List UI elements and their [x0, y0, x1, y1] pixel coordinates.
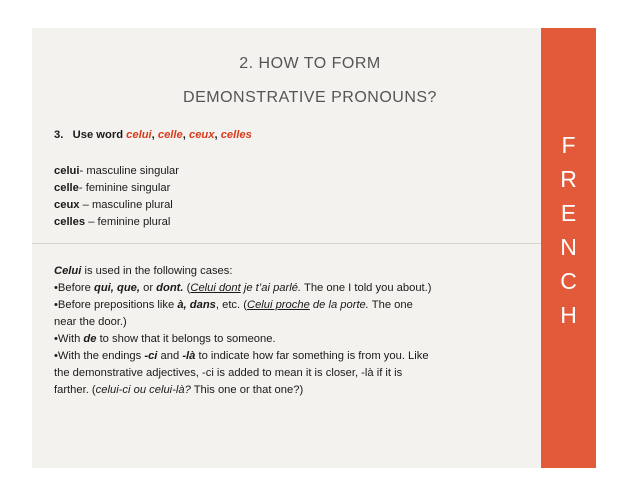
translation: near the door.): [54, 316, 127, 328]
bullet-text: and: [157, 350, 183, 362]
sidebar-letter: H: [560, 302, 577, 328]
translation: This one or that one?): [190, 384, 304, 396]
bullet-text: •Before prepositions like: [54, 299, 178, 311]
separator: ,: [214, 129, 221, 141]
bullet-text: farther. (: [54, 384, 96, 396]
list-item: [54, 331, 524, 348]
sidebar-letter: C: [560, 268, 577, 294]
example-highlight: Celui dont: [190, 282, 241, 294]
bullet-text: to indicate how far something is from you. Like: [195, 350, 429, 362]
form-desc: – masculine plural: [79, 199, 173, 211]
list-item: [54, 280, 524, 297]
intro-word: Celui: [54, 265, 82, 277]
section-number: 3.: [54, 129, 64, 141]
section-lead: Use word: [72, 129, 127, 141]
form-desc: – feminine plural: [85, 216, 171, 228]
list-item: [54, 263, 524, 280]
usage-cases: [54, 263, 524, 399]
separator: ,: [151, 129, 158, 141]
bullet-text: to show that it belongs to someone.: [96, 333, 276, 345]
list-item: [54, 382, 524, 399]
form-word: ceux: [54, 199, 80, 211]
keyword: de: [83, 333, 97, 345]
section-divider: [32, 243, 541, 244]
keyword: -ci: [144, 350, 158, 362]
example-text: je t’ai parlé.: [240, 282, 302, 294]
keyword: dont.: [156, 282, 184, 294]
bullet-text: or: [140, 282, 157, 294]
list-item: [54, 365, 524, 382]
bullet-text: , etc. (: [215, 299, 247, 311]
sidebar-letter: R: [560, 166, 577, 192]
list-item: [54, 314, 524, 331]
translation: The one: [368, 299, 413, 311]
list-item: [54, 214, 524, 231]
keyword: -là: [182, 350, 196, 362]
keyword: qui, que,: [94, 282, 140, 294]
bullet-text: the demonstrative adjectives, -ci is added to mean it is closer, -là if it is: [54, 367, 403, 379]
form-word: celui: [54, 165, 80, 177]
list-item: [54, 163, 524, 180]
sidebar-letter: N: [560, 234, 577, 260]
word-ceux: ceux: [188, 129, 215, 141]
french-sidebar: [541, 28, 596, 468]
word-celui: celui: [126, 129, 152, 141]
bullet-text: •With: [54, 333, 84, 345]
translation: The one I told you about.): [301, 282, 432, 294]
separator: ,: [182, 129, 189, 141]
slide-title-line1: 2. HOW TO FORM: [239, 55, 381, 72]
sidebar-letter: F: [561, 132, 576, 158]
example-text: celui-ci ou celui-là?: [95, 384, 191, 396]
list-item: [54, 197, 524, 214]
word-celles: celles: [220, 129, 252, 141]
list-item: [54, 297, 524, 314]
bullet-text: (: [183, 282, 191, 294]
form-word: celles: [54, 216, 86, 228]
bullet-text: •Before: [54, 282, 94, 294]
sidebar-letter: E: [560, 200, 577, 226]
word-celle: celle: [157, 129, 183, 141]
list-item: [54, 180, 524, 197]
section-heading: [54, 127, 524, 144]
example-highlight: Celui proche: [246, 299, 310, 311]
slide-title-line2: DEMONSTRATIVE PRONOUNS?: [183, 89, 437, 106]
bullet-text: •With the endings: [54, 350, 145, 362]
forms-list: [54, 163, 524, 231]
list-item: [54, 348, 524, 365]
form-desc: - feminine singular: [78, 182, 171, 194]
form-desc: - masculine singular: [79, 165, 179, 177]
form-word: celle: [54, 182, 79, 194]
keyword: à, dans: [177, 299, 216, 311]
intro-rest: is used in the following cases:: [81, 265, 233, 277]
example-text: de la porte.: [309, 299, 369, 311]
